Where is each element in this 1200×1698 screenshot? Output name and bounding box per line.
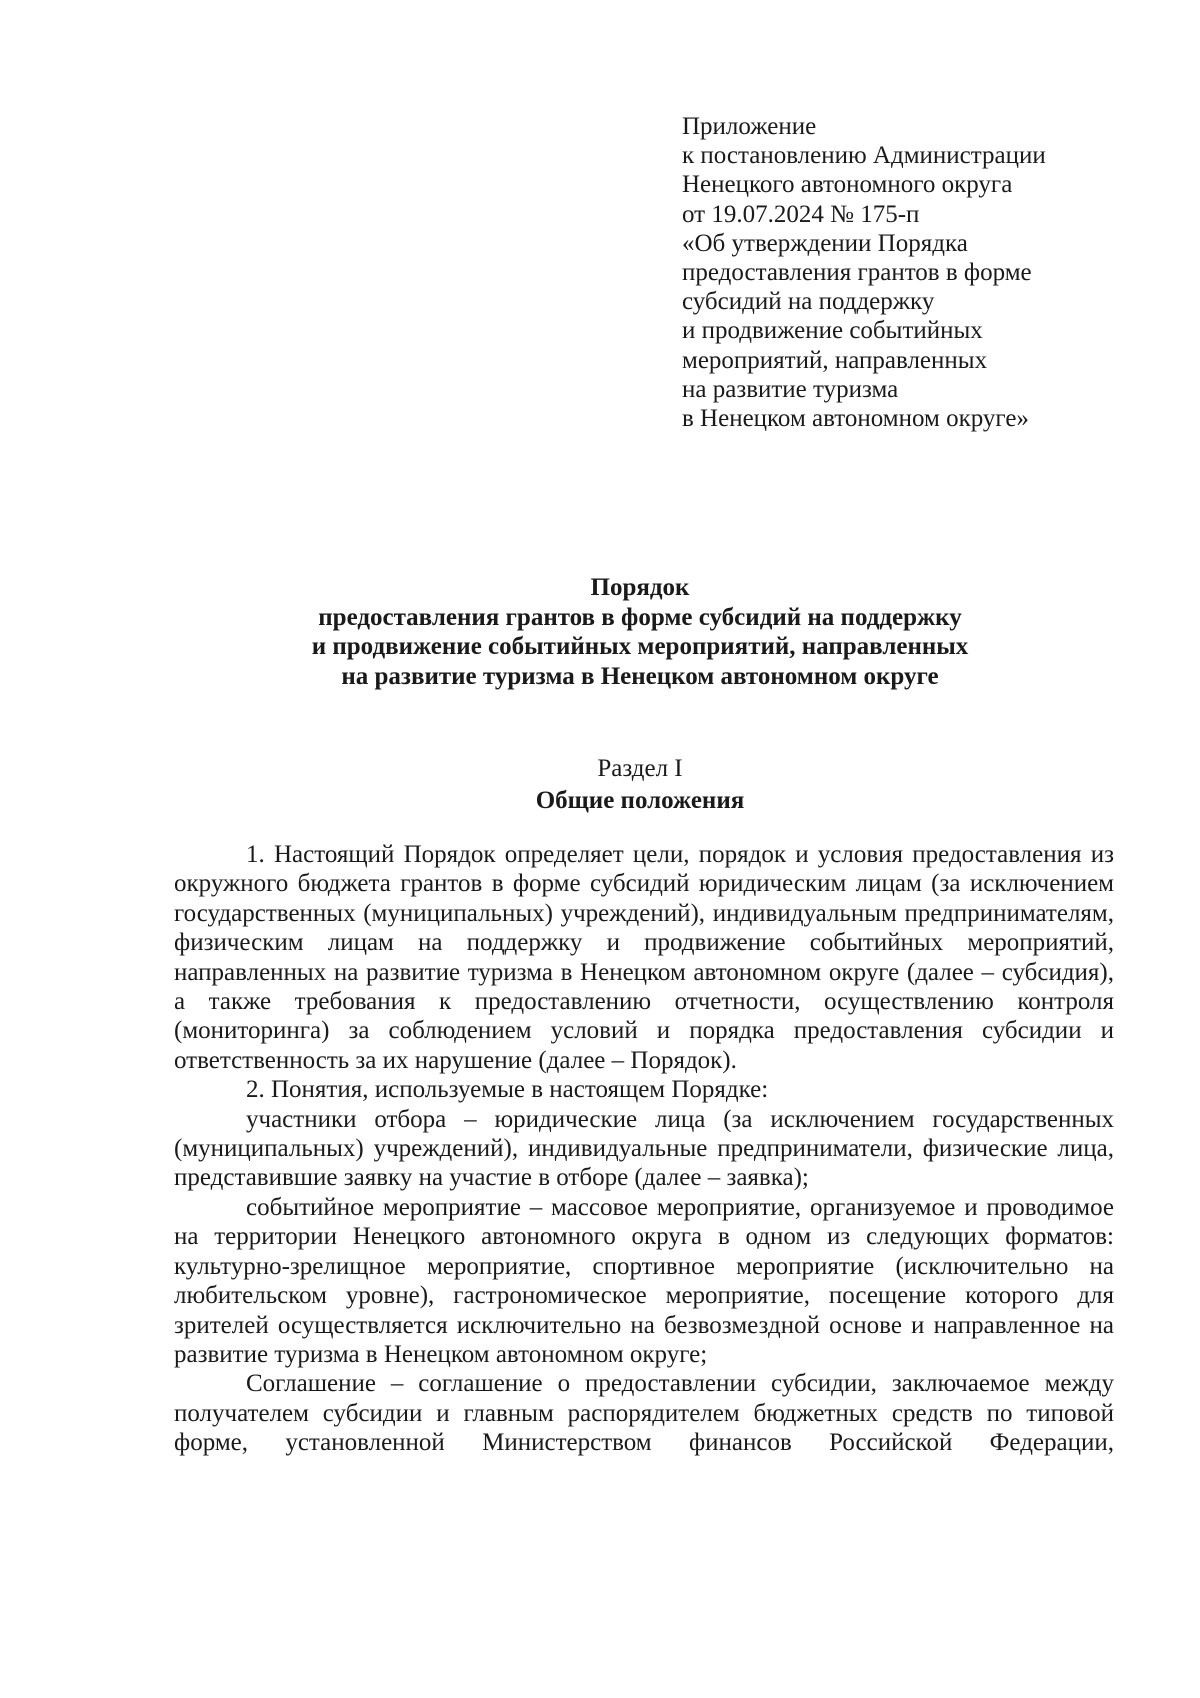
- section-name: Общие положения: [535, 787, 745, 814]
- appendix-line: и продвижение событийных: [682, 317, 983, 345]
- section-number: Раздел I: [597, 755, 683, 782]
- appendix-line: Приложение: [682, 113, 817, 140]
- document-title: [170, 573, 1110, 691]
- appendix-line: на развитие туризма: [682, 375, 899, 403]
- paragraph: 1. Настоящий Порядок определяет цели, порядок и условия предоставления из окружного бюджета грантов в форме субсидий юридическим лицам (за исключением государственных (муниципальных) учреждений), индивидуальным предпринимателям, физическим лицам на поддержку и продвижение событийных мероприятий, направленных на развитие туризма в Ненецком автономном округе (далее – субсидия), а также требования к предоставлению отчетности, осуществлению контроля (мониторинга) за соблюдением условий и порядка предоставления субсидии и ответственность за их нарушение (далее – Порядок).: [174, 841, 1114, 1074]
- title-line: предоставления грантов в форме субсидий на поддержку: [318, 603, 962, 631]
- title-line: Порядок: [590, 574, 690, 601]
- appendix-line: мероприятий, направленных: [682, 346, 988, 374]
- paragraph: участники отбора – юридические лица (за исключением государственных (муниципальных) учреждений), индивидуальные предприниматели, физические лица, представившие заявку на участие в отборе (далее – заявка);: [174, 1105, 1114, 1192]
- appendix-line: от 19.07.2024 № 175-п: [682, 200, 920, 228]
- appendix-line: в Ненецком автономном округе»: [682, 405, 1029, 433]
- paragraph: 2. Понятия, используемые в настоящем Порядке:: [246, 1076, 769, 1104]
- appendix-line: «Об утверждении Порядка: [682, 229, 968, 257]
- section-heading: [170, 753, 1110, 817]
- appendix-line: субсидий на поддержку: [682, 288, 935, 316]
- body-text: [174, 840, 1114, 1458]
- appendix-header: [682, 112, 1142, 433]
- appendix-line: Ненецкого автономного округа: [682, 171, 1013, 199]
- paragraph: событийное мероприятие – массовое мероприятие, организуемое и проводимое на территории Ненецкого автономного округа в одном из следующих форматов: культурно-зрелищное мероприятие, спортивное мероприятие (исключительно на любительском уровне), гастрономическое мероприятие, посещение которого для зрителей осуществляется исключительно на безвозмездной основе и направленное на развитие туризма в Ненецком автономном округе;: [174, 1193, 1114, 1368]
- appendix-line: предоставления грантов в форме: [682, 259, 1032, 287]
- title-line: на развитие туризма в Ненецком автономном округе: [341, 662, 939, 690]
- appendix-line: к постановлению Администрации: [682, 142, 1046, 170]
- paragraph: Соглашение – соглашение о предоставлении субсидии, заключаемое между получателем субсидии и главным распорядителем бюджетных средств по типовой форме, установленной Министерством финансов Российской Федерации,: [174, 1370, 1114, 1457]
- title-line: и продвижение событийных мероприятий, направленных: [311, 633, 969, 660]
